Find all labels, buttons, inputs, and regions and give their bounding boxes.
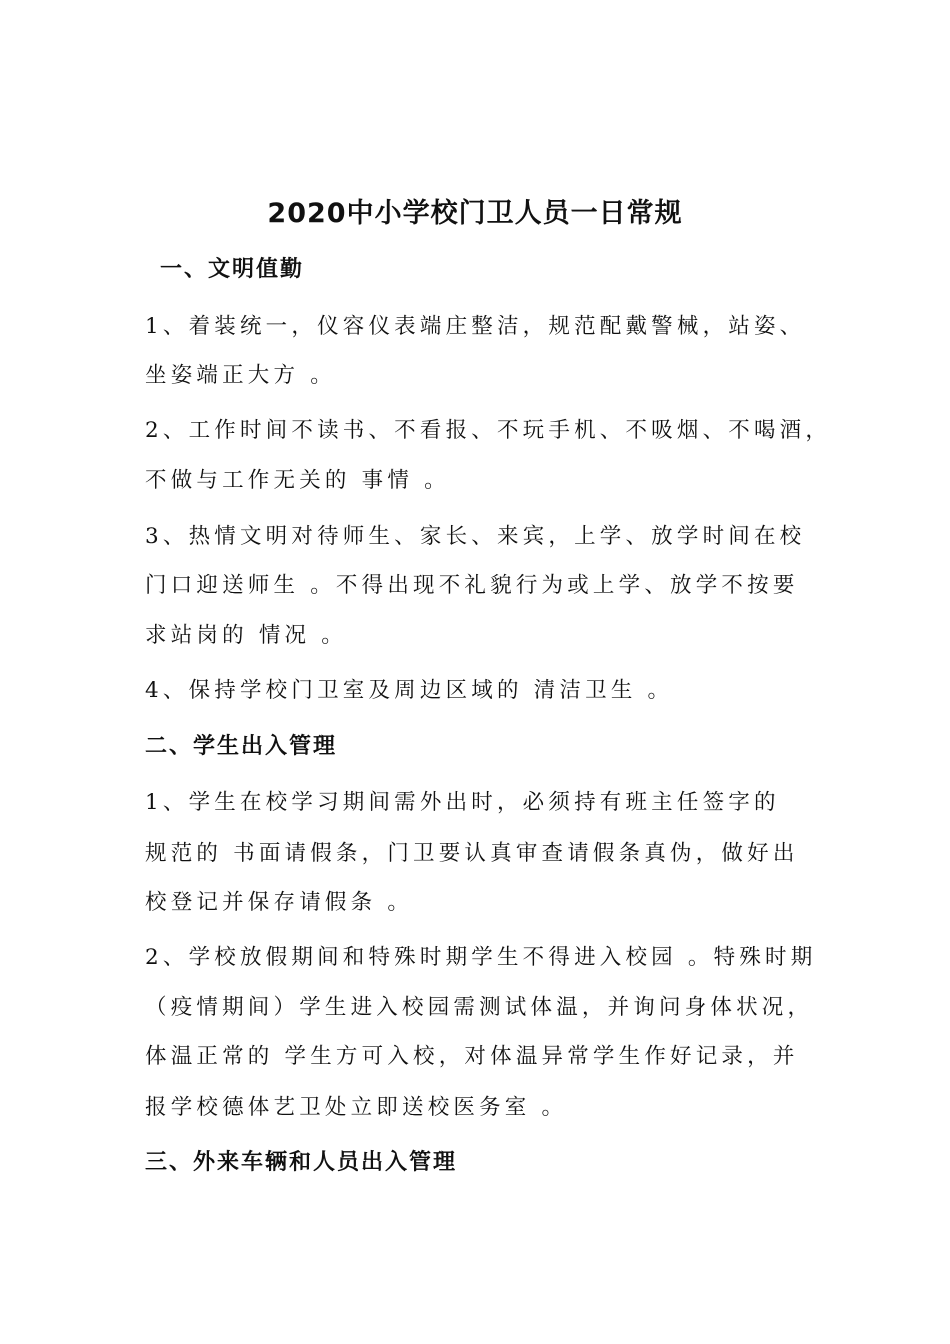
paragraph-line: 规范的 书面请假条，门卫要认真审查请假条真伪，做好出 [145, 841, 799, 866]
paragraph-line: 校登记并保存请假条 。 [145, 890, 414, 915]
paragraph-line: 坐姿端正大方 。 [145, 363, 336, 388]
section-heading-visitor-access: 三、外来车辆和人员出入管理 [145, 1150, 458, 1175]
paragraph-line: 不做与工作无关的 事情 。 [145, 468, 450, 493]
paragraph-line: 4、保持学校门卫室及周边区域的 清洁卫生 。 [145, 678, 674, 703]
paragraph-line: 2、工作时间不读书、不看报、不玩手机、不吸烟、不喝酒， [145, 418, 832, 443]
paragraph-line: 3、热情文明对待师生、家长、来宾，上学、放学时间在校 [145, 524, 806, 549]
paragraph-line: 门口迎送师生 。不得出现不礼貌行为或上学、放学不按要 [145, 573, 799, 598]
paragraph-line: 1、学生在校学习期间需外出时，必须持有班主任签字的 [145, 790, 780, 815]
paragraph-line: 2、学校放假期间和特殊时期学生不得进入校园 。特殊时期 [145, 945, 817, 970]
section-heading-civilized-duty: 一、文明值勤 [160, 257, 305, 282]
paragraph-line: 报学校德体艺卫处立即送校医务室 。 [145, 1095, 568, 1120]
paragraph-line: 1、着装统一，仪容仪表端庄整洁，规范配戴警械，站姿、 [145, 314, 806, 339]
paragraph-line: （疫情期间）学生进入校园需测试体温，并询问身体状况， [145, 995, 814, 1020]
section-heading-student-access: 二、学生出入管理 [145, 734, 338, 759]
paragraph-line: 求站岗的 情况 。 [145, 623, 347, 648]
paragraph-line: 体温正常的 学生方可入校，对体温异常学生作好记录，并 [145, 1044, 799, 1069]
document-title: 2020中小学校门卫人员一日常规 [267, 198, 683, 229]
